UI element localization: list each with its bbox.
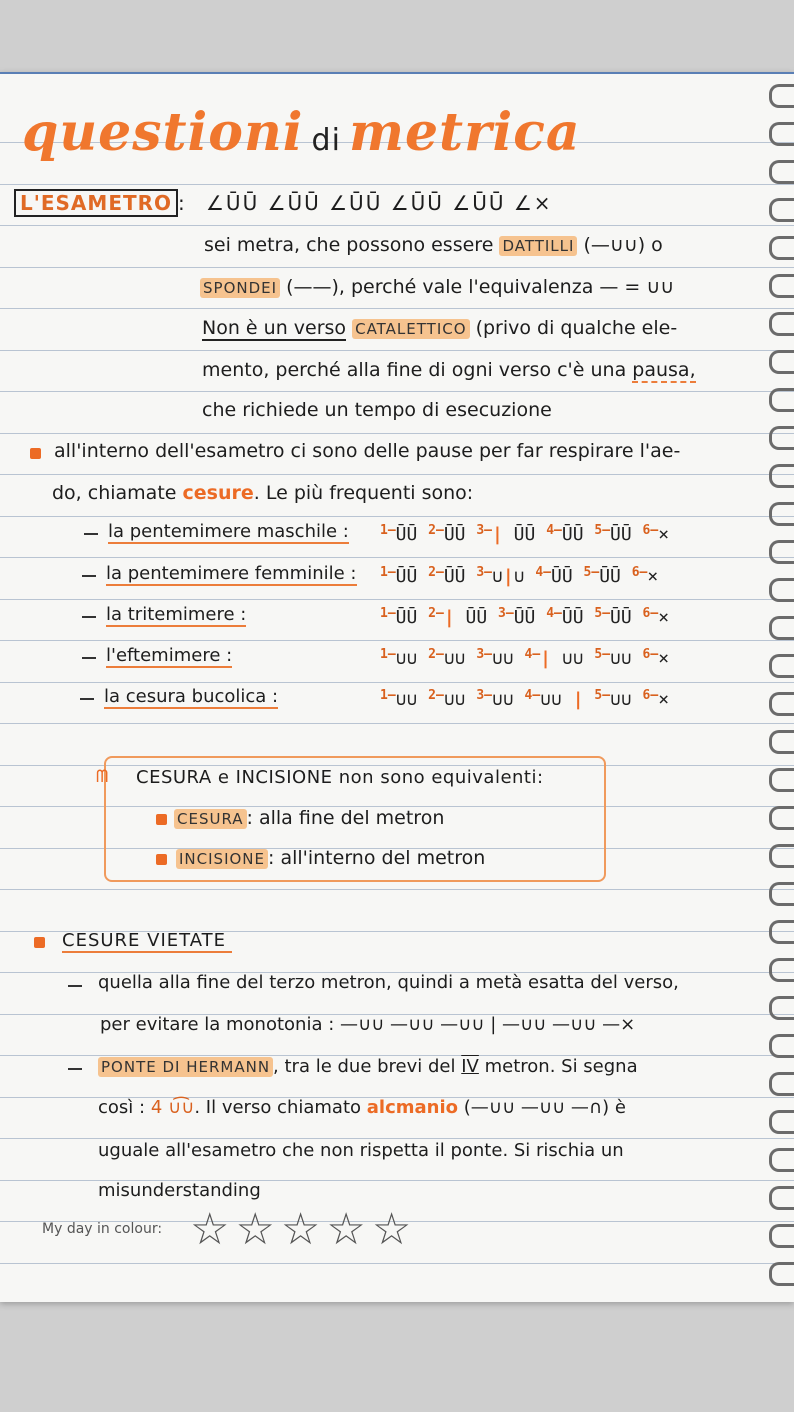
ruled-line xyxy=(0,516,794,517)
spiral-ring xyxy=(769,958,794,982)
ruled-line xyxy=(0,640,794,641)
rating-star-icon[interactable]: ☆ xyxy=(371,1204,412,1255)
forbidden-item2-line4: misunderstanding xyxy=(98,1180,261,1201)
dash-marker xyxy=(82,657,96,659)
bullet-icon xyxy=(156,814,167,825)
rating-star-icon[interactable]: ☆ xyxy=(190,1204,230,1255)
caesura-scheme: $^{1—}$ŪŪ $^{2—}$ŪŪ $^{3—}$∪|∪ $^{4—}$ŪŪ $^{5—}$ŪŪ $^{6—}$× xyxy=(380,565,659,587)
note-incisione: INCISIONE : all'interno del metron xyxy=(176,847,485,869)
ruled-line xyxy=(0,184,794,185)
spiral-ring xyxy=(769,540,794,564)
hexameter-scheme: ∠ŪŪ ∠ŪŪ ∠ŪŪ ∠ŪŪ ∠ŪŪ ∠× xyxy=(206,191,553,215)
ruled-line xyxy=(0,599,794,600)
forbidden-item2-line1: PONTE DI HERMANN , tra le due brevi del IV metron. Si segna xyxy=(98,1056,638,1077)
spiral-ring xyxy=(769,122,794,146)
note-heading: CESURA e INCISIONE non sono equivalenti: xyxy=(136,767,544,788)
spiral-ring xyxy=(769,464,794,488)
spiral-ring xyxy=(769,996,794,1020)
ruled-line xyxy=(0,474,794,475)
ruled-line xyxy=(0,682,794,683)
dash-marker xyxy=(68,985,82,987)
hexameter-line-3: Non è un verso CATALETTICO (privo di qualche ele- xyxy=(202,317,678,339)
spiral-ring xyxy=(769,350,794,374)
bullet-icon xyxy=(156,854,167,865)
ruled-line xyxy=(0,267,794,268)
hexameter-line-1: sei metra, che possono essere DATTILLI (—∪∪) o xyxy=(204,234,663,256)
ruled-line xyxy=(0,350,794,351)
spiral-ring xyxy=(769,236,794,260)
spiral-ring xyxy=(769,160,794,184)
ruled-line xyxy=(0,391,794,392)
ruled-line xyxy=(0,433,794,434)
spiral-ring xyxy=(769,1148,794,1172)
spondei-highlight: SPONDEI xyxy=(200,278,280,298)
spiral-ring xyxy=(769,1110,794,1134)
spiral-ring xyxy=(769,578,794,602)
forbidden-item1-line1: quella alla fine del terzo metron, quindi a metà esatta del verso, xyxy=(98,972,679,993)
rating-star-icon[interactable]: ☆ xyxy=(280,1204,321,1255)
caesura-name: l'eftemimere : xyxy=(106,645,233,666)
ruled-line xyxy=(0,1138,794,1139)
rating-star-icon[interactable]: ☆ xyxy=(235,1204,275,1255)
caesura-scheme: $^{1—}$∪∪ $^{2—}$∪∪ $^{3—}$∪∪ $^{4—}$∪∪ | $^{5—}$∪∪ $^{6—}$× xyxy=(380,688,670,710)
dash-marker xyxy=(82,575,96,577)
caesura-scheme: $^{1—}$ŪŪ $^{2—}$| ŪŪ $^{3—}$ŪŪ $^{4—}$ŪŪ $^{5—}$ŪŪ $^{6—}$× xyxy=(380,606,670,628)
forbidden-heading: CESURE VIETATE xyxy=(62,930,232,951)
hexameter-line-5: che richiede un tempo di esecuzione xyxy=(202,399,552,421)
bullet-icon xyxy=(34,937,45,948)
spiral-ring xyxy=(769,730,794,754)
spiral-ring xyxy=(769,654,794,678)
spiral-ring xyxy=(769,616,794,640)
spiral-ring xyxy=(769,1262,794,1286)
day-rating xyxy=(190,1204,417,1255)
spiral-ring xyxy=(769,1186,794,1210)
forbidden-item2-line3: uguale all'esametro che non rispetta il ponte. Si rischia un xyxy=(98,1140,624,1161)
ruled-line xyxy=(0,225,794,226)
hexameter-line-2: SPONDEI (——), perché vale l'equivalenza — = ∪∪ xyxy=(200,276,674,298)
spiral-ring xyxy=(769,844,794,868)
pauses-line-2: do, chiamate cesure. Le più frequenti sono: xyxy=(52,482,474,504)
spiral-ring xyxy=(769,1224,794,1248)
caesura-name: la pentemimere maschile : xyxy=(108,521,349,542)
spiral-ring xyxy=(769,274,794,298)
dash-marker xyxy=(80,698,94,700)
dash-marker xyxy=(68,1068,82,1070)
hexameter-line-4: mento, perché alla fine di ogni verso c'è una pausa, xyxy=(202,359,696,381)
spiral-ring xyxy=(769,312,794,336)
dash-marker xyxy=(82,616,96,618)
spiral-ring xyxy=(769,426,794,450)
pauses-line-1: all'interno dell'esametro ci sono delle pause per far respirare l'ae- xyxy=(54,440,681,462)
title-word-questioni: questioni xyxy=(22,102,304,163)
caesura-scheme: $^{1—}$ŪŪ $^{2—}$ŪŪ $^{3—}$| ŪŪ $^{4—}$ŪŪ $^{5—}$ŪŪ $^{6—}$× xyxy=(380,523,670,545)
spiral-ring xyxy=(769,198,794,222)
ruled-line xyxy=(0,308,794,309)
forbidden-item1-line2: per evitare la monotonia : —∪∪ —∪∪ —∪∪ | —∪∪ —∪∪ —× xyxy=(100,1014,636,1035)
title-word-metrica: metrica xyxy=(348,102,581,163)
ruled-line xyxy=(0,723,794,724)
bullet-icon xyxy=(30,448,41,459)
spiral-ring xyxy=(769,388,794,412)
footer-label: My day in colour: xyxy=(42,1221,163,1237)
note-cesura: CESURA : alla fine del metron xyxy=(174,807,444,829)
ruled-line xyxy=(0,889,794,890)
spiral-ring xyxy=(769,502,794,526)
spiral-ring xyxy=(769,806,794,830)
forbidden-item2-line2: così : 4 ∪͡∪. Il verso chiamato alcmanio (—∪∪ —∪∪ —∩) è xyxy=(98,1097,626,1118)
rating-star-icon[interactable]: ☆ xyxy=(326,1204,366,1255)
dattili-highlight: DATTILLI xyxy=(499,236,577,256)
caesura-scheme: $^{1—}$∪∪ $^{2—}$∪∪ $^{3—}$∪∪ $^{4—}$| ∪∪ $^{5—}$∪∪ $^{6—}$× xyxy=(380,647,670,669)
notebook-page xyxy=(0,72,794,1302)
spiral-ring xyxy=(769,692,794,716)
catalettico-highlight: CATALETTICO xyxy=(352,319,469,339)
spiral-ring xyxy=(769,920,794,944)
spiral-ring xyxy=(769,84,794,108)
title-word-di: di xyxy=(311,123,341,158)
spiral-ring xyxy=(769,882,794,906)
note-icon: ᗰ xyxy=(96,767,109,787)
spiral-ring xyxy=(769,1034,794,1058)
ruled-line xyxy=(0,557,794,558)
ruled-line xyxy=(0,1263,794,1264)
dash-marker xyxy=(84,533,98,535)
caesura-name: la cesura bucolica : xyxy=(104,686,279,707)
spiral-ring xyxy=(769,1072,794,1096)
hexameter-label: L'ESAMETRO : xyxy=(14,191,185,215)
caesura-name: la tritemimere : xyxy=(106,604,247,625)
page-title xyxy=(22,102,581,163)
spiral-ring xyxy=(769,768,794,792)
caesura-name: la pentemimere femminile : xyxy=(106,563,357,584)
